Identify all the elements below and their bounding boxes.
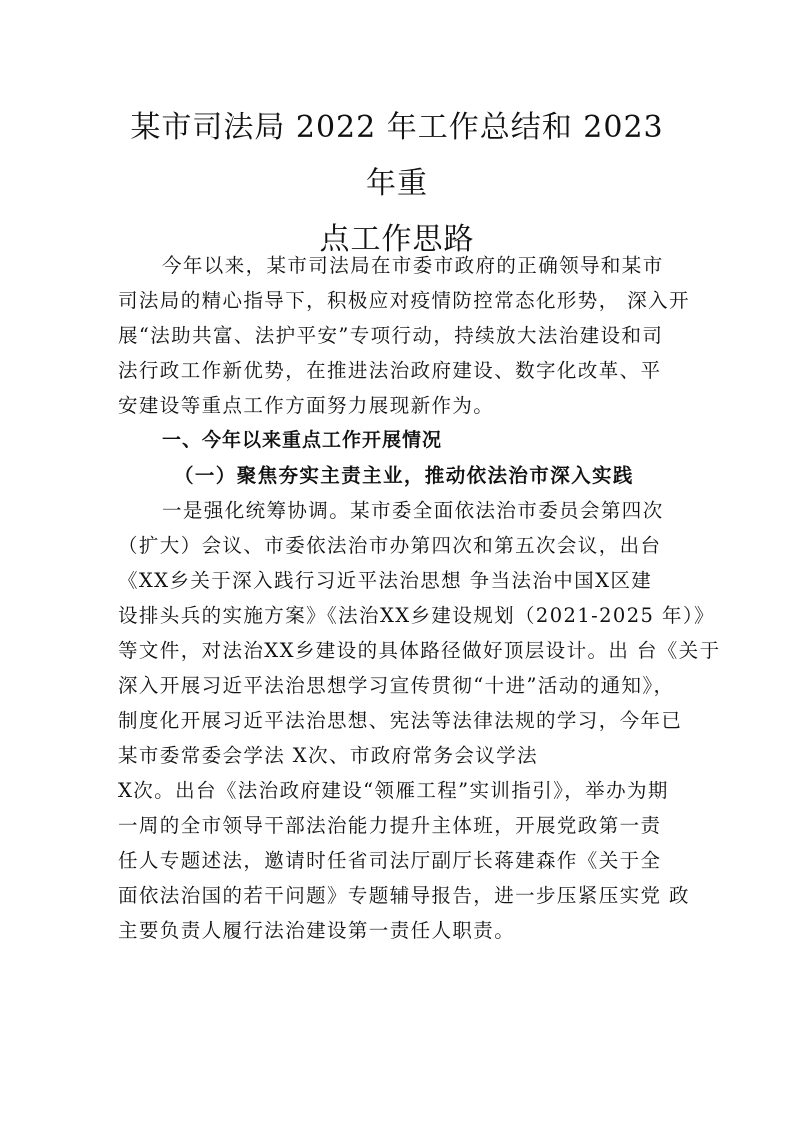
text-line: 制度化开展习近平法治思想、宪法等法律法规的学习，今年已 <box>118 709 683 732</box>
text-line: 安建设等重点工作方面努力展现新作为。 <box>118 394 495 417</box>
section-heading-1: 一、今年以来重点工作开展情况 <box>162 429 443 451</box>
text-line: 今年以来，某市司法局在市委市政府的正确领导和某市 <box>162 254 664 277</box>
intro-paragraph <box>118 248 690 423</box>
text-line: 某市委常委会学法 X次、市政府常务会议学法 <box>118 744 538 767</box>
text-line: 任人专题述法，邀请时任省司法厅副厅长蒋建森作《关于全 <box>118 849 662 872</box>
body-paragraph-2 <box>118 773 690 948</box>
text-line: （扩大）会议、市委依法治市办第四次和第五次会议，出台 <box>118 534 662 557</box>
text-line: 主要负责人履行法治建设第一责任人职责。 <box>118 919 516 942</box>
text-line: 展“法助共富、法护平安”专项行动，持续放大法治建设和司 <box>118 324 664 347</box>
text-line: 深入开展习近平法治思想学习宣传贯彻“十进”活动的通知》， <box>118 674 675 697</box>
title-line-1: 某市司法局 2022 年工作总结和 2023 年重 <box>130 110 664 201</box>
text-line: 面依法治国的若干问题》专题辅导报告，进一步压紧压实党 政 <box>118 884 690 907</box>
text-line: 一是强化统筹协调。某市委全面依法治市委员会第四次 <box>162 499 664 522</box>
document-title <box>110 100 684 268</box>
text-line: 等文件，对法治XX乡建设的具体路径做好顶层设计。出 台《关于 <box>118 639 721 662</box>
text-line: X次。出台《法治政府建设“领雁工程”实训指引》，举办为期 <box>118 779 669 802</box>
text-line: 司法局的精心指导下，积极应对疫情防控常态化形势， 深入开 <box>118 289 690 312</box>
text-line: 设排头兵的实施方案》《法治XX乡建设规划（2021-2025 年）》 <box>118 604 715 627</box>
text-line: 法行政工作新优势，在推进法治政府建设、数字化改革、平 <box>118 359 662 382</box>
document-body <box>118 248 721 948</box>
text-line: 《XX乡关于深入践行习近平法治思想 争当法治中国X区建 <box>118 569 653 592</box>
title-line-2: 点工作思路 <box>319 222 475 257</box>
text-line: 一周的全市领导干部法治能力提升主体班，开展党政第一责 <box>118 814 662 837</box>
section-heading-2: （一）聚焦夯实主责主业，推动依法治市深入实践 <box>174 464 634 487</box>
body-paragraph-1 <box>118 493 721 773</box>
